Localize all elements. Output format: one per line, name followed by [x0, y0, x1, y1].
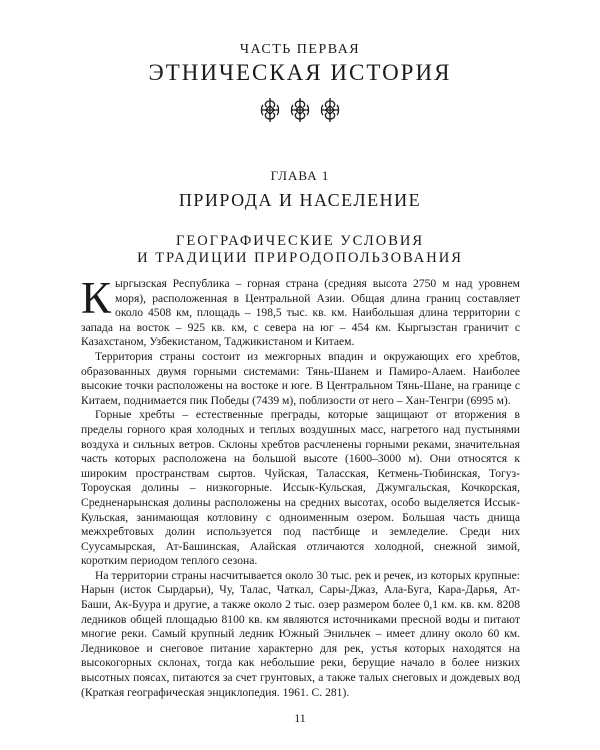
section-title-line: ГЕОГРАФИЧЕСКИЕ УСЛОВИЯ: [175, 233, 425, 249]
kyrgyz-ornament-icon: [259, 97, 281, 123]
body-text: [81, 273, 520, 700]
paragraph: [81, 273, 520, 350]
part-label: ЧАСТЬ ПЕРВАЯ: [239, 42, 361, 57]
chapter-title: ПРИРОДА И НАСЕЛЕНИЕ: [178, 190, 422, 210]
kyrgyz-ornament-icon: [289, 97, 311, 123]
section-title-line: И ТРАДИЦИИ ПРИРОДОПОЛЬЗОВАНИЯ: [137, 250, 463, 266]
section-title: [0, 233, 600, 267]
ornament-divider: [0, 97, 600, 123]
drop-cap: К: [81, 273, 112, 323]
page-number: 11: [294, 711, 306, 725]
paragraph-text: ыргызская Республика – горная страна (средняя высота 2750 м над уровнем моря), расположенная в Центральной Азии. Общая длина границ составляет около 4508 км, площадь – 198,5 тыс. кв. км. Наибольшая длина территории с запада на восток – 925 кв. км, с севера на юг – 454 км. Кыргызстан граничит с Казахстаном, Узбекистаном, Таджикистаном и Китаем.: [81, 277, 520, 349]
paragraph: Горные хребты – естественные преграды, которые защищают от вторжения в пределы горного края холодных и теплых воздушных масс, нагретого над пустынями воздуха и сильных ветров. Склоны хребтов расчленены горными реками, значительная часть которых расположена на большой высоте (1600–3000 м). Они относятся к широким пространствам сыртов. Чуйская, Таласская, Кетмень-Тюбинская, Тогуз-Тороуская долины – низкогорные. Иссык-Кульская, Джумгальская, Кочкорская, Средненарынская долины расположены на средних высотах, особо выделяется Иссык-Кульская, занимающая котловину с одноименным озером. Большая часть днища межхребтовых долин используется под пастбище и земледелие. Среди них Суусамырская, Ат-Башинская, Алайская отличаются холодной, снежной зимой, коротким периодом теплого сезона.: [81, 408, 520, 568]
paragraph: Территория страны состоит из межгорных впадин и окружающих его хребтов, образованных двумя горными системами: Тянь-Шанем и Памиро-Алаем. Наиболее высокие точки расположены на востоке и юге. В Центральном Тянь-Шане, на границе с Китаем, поднимается пик Победы (7439 м), поблизости от него – Хан-Тенгри (6995 м).: [81, 349, 520, 407]
paragraph: На территории страны насчитывается около 30 тыс. рек и речек, из которых крупные: Нарын (исток Сырдарьи), Чу, Талас, Чаткал, Сары-Джаз, Ала-Буга, Кара-Дарья, Ат-Баши, Ак-Буура и другие, а также около 2 тыс. озер размером более 0,1 км. кв. км. 8208 ледников общей площадью 8100 кв. км являются источниками пресной воды и питают многие реки. Самый крупный ледник Южный Энильчек – имеет длину около 60 км. Ледниковое и снеговое питание характерно для рек, устья которых находятся на высокогорных склонах, тогда как небольшие реки, берущие начало в более низких высотных поясах, питаются за счет грунтовых, а также талых снеговых и дождевых вод (Краткая географическая энциклопедия. 1961. С. 281).: [81, 568, 520, 699]
chapter-label: ГЛАВА 1: [270, 168, 330, 183]
part-title: ЭТНИЧЕСКАЯ ИСТОРИЯ: [148, 60, 452, 85]
kyrgyz-ornament-icon: [319, 97, 341, 123]
